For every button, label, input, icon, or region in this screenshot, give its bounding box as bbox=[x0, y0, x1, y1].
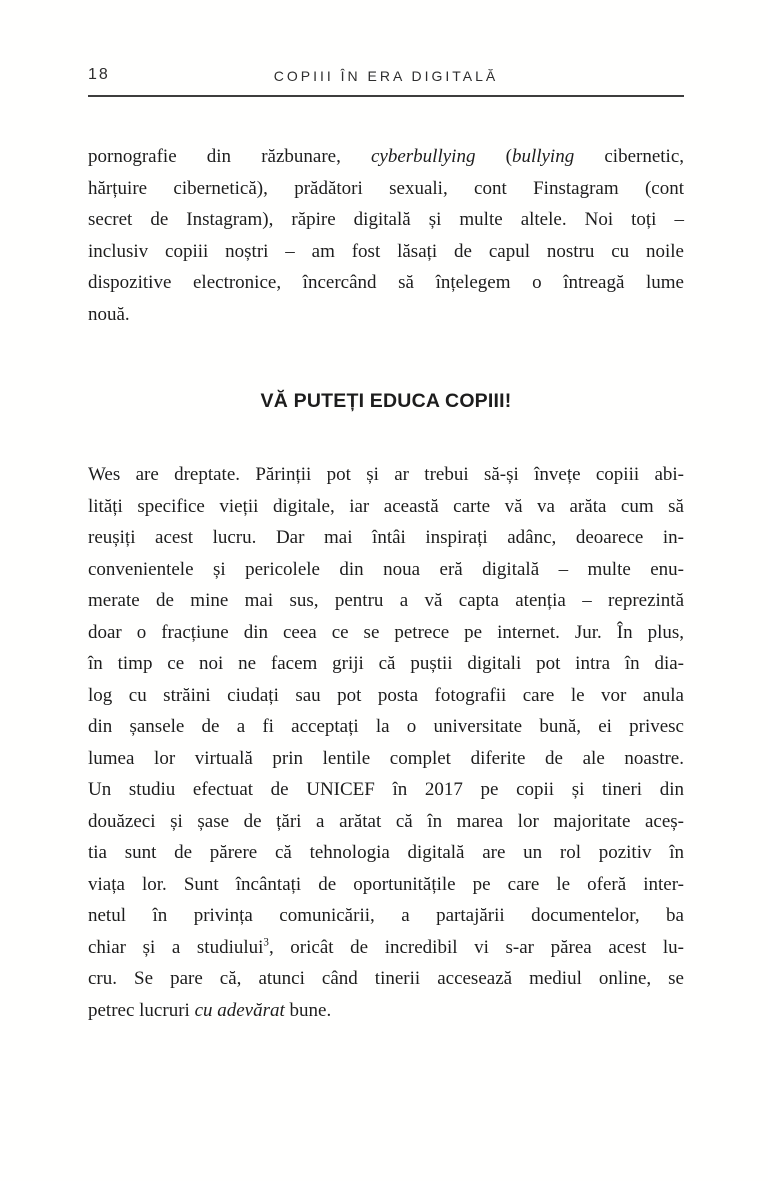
header-rule bbox=[88, 95, 684, 97]
text-run: inclusiv copiii noștri – am fost lăsați de capul nostru cu noile bbox=[88, 240, 684, 262]
text-line bbox=[88, 491, 684, 523]
footnote-ref: 3 bbox=[263, 936, 269, 949]
text-line bbox=[88, 173, 684, 205]
text-run: doar o fracțiune din ceea ce se petrece pe internet. Jur. În plus, bbox=[88, 621, 684, 643]
text-line bbox=[88, 932, 684, 964]
italic-text: bullying bbox=[511, 146, 575, 167]
text-line bbox=[88, 680, 684, 712]
text-run: petrec lucruri bbox=[88, 999, 195, 1021]
italic-text: cyberbullying bbox=[370, 146, 476, 167]
text-line bbox=[88, 711, 684, 743]
text-run: merate de mine mai sus, pentru a vă capta atenția – reprezintă bbox=[88, 590, 684, 611]
text-line bbox=[88, 141, 684, 173]
text-run: din șansele de a fi acceptați la o universitate bună, ei privesc bbox=[88, 716, 684, 737]
text-run: ( bbox=[475, 146, 512, 167]
text-line bbox=[88, 806, 684, 838]
text-run: , oricât de incredibil vi s-ar părea acest lu- bbox=[268, 936, 684, 958]
text-run: Un studiu efectuat de UNICEF în 2017 pe copii și tineri din bbox=[88, 779, 684, 800]
page-number: 18 bbox=[88, 66, 110, 83]
text-line bbox=[88, 554, 684, 586]
text-run: cru. Se pare că, atunci când tinerii accesează mediul online, se bbox=[88, 968, 684, 989]
text-run: douăzeci și șase de țări a arătat că în marea lor majoritate aceș- bbox=[88, 810, 684, 832]
text-run: lități specifice vieții digitale, iar această carte vă va arăta cum să bbox=[88, 495, 684, 517]
text-run: convenientele și pericolele din noua eră digitală – multe enu- bbox=[88, 558, 684, 580]
paragraph-intro bbox=[88, 141, 684, 330]
text-line bbox=[88, 900, 684, 932]
running-title: COPIII ÎN ERA DIGITALĂ bbox=[273, 68, 499, 84]
text-line bbox=[88, 299, 684, 331]
text-run: reușiți acest lucru. Dar mai întâi inspirați adânc, deoarece in- bbox=[88, 527, 684, 548]
text-line bbox=[88, 743, 684, 775]
text-line bbox=[88, 236, 684, 268]
text-line bbox=[88, 267, 684, 299]
text-run: tia sunt de părere că tehnologia digitală are un rol pozitiv în bbox=[88, 842, 684, 863]
text-line bbox=[88, 648, 684, 680]
text-line bbox=[88, 617, 684, 649]
paragraph-body bbox=[88, 459, 684, 1026]
text-run: viața lor. Sunt încântați de oportunitățile pe care le oferă inter- bbox=[88, 873, 684, 895]
text-run: log cu străini ciudați sau pot posta fotografii care le vor anula bbox=[88, 684, 684, 706]
text-run: cibernetic, bbox=[574, 146, 685, 167]
text-run: nouă. bbox=[88, 303, 130, 325]
text-run: lumea lor virtuală prin lentile complet diferite de ale noastre. bbox=[88, 747, 684, 769]
text-line bbox=[88, 459, 684, 491]
text-run: pornografie din răzbunare, bbox=[88, 146, 371, 167]
text-line bbox=[88, 837, 684, 869]
text-line bbox=[88, 204, 684, 236]
text-line bbox=[88, 963, 684, 995]
text-line bbox=[88, 869, 684, 901]
section-heading: VĂ PUTEȚI EDUCA COPIII! bbox=[260, 390, 512, 412]
text-run: bune. bbox=[284, 999, 332, 1021]
text-run: netul în privința comunicării, a partajării documentelor, ba bbox=[88, 905, 684, 926]
text-run: chiar și a studiului bbox=[88, 936, 264, 958]
text-run: secret de Instagram), răpire digitală și multe altele. Noi toți – bbox=[88, 209, 684, 230]
italic-text: cu adevărat bbox=[194, 999, 285, 1021]
text-run: în timp ce noi ne facem griji că puștii digitali pot intra în dia- bbox=[88, 653, 684, 674]
text-line bbox=[88, 522, 684, 554]
text-run: dispozitive electronice, încercând să înțelegem o întreagă lume bbox=[88, 272, 684, 293]
page-header bbox=[88, 68, 684, 84]
text-run: Wes are dreptate. Părinții pot și ar trebui să-și învețe copiii abi- bbox=[88, 464, 684, 485]
text-line bbox=[88, 995, 684, 1027]
text-line bbox=[88, 585, 684, 617]
text-run: hărțuire cibernetică), prădători sexuali, cont Finstagram (cont bbox=[88, 177, 684, 199]
text-line bbox=[88, 774, 684, 806]
